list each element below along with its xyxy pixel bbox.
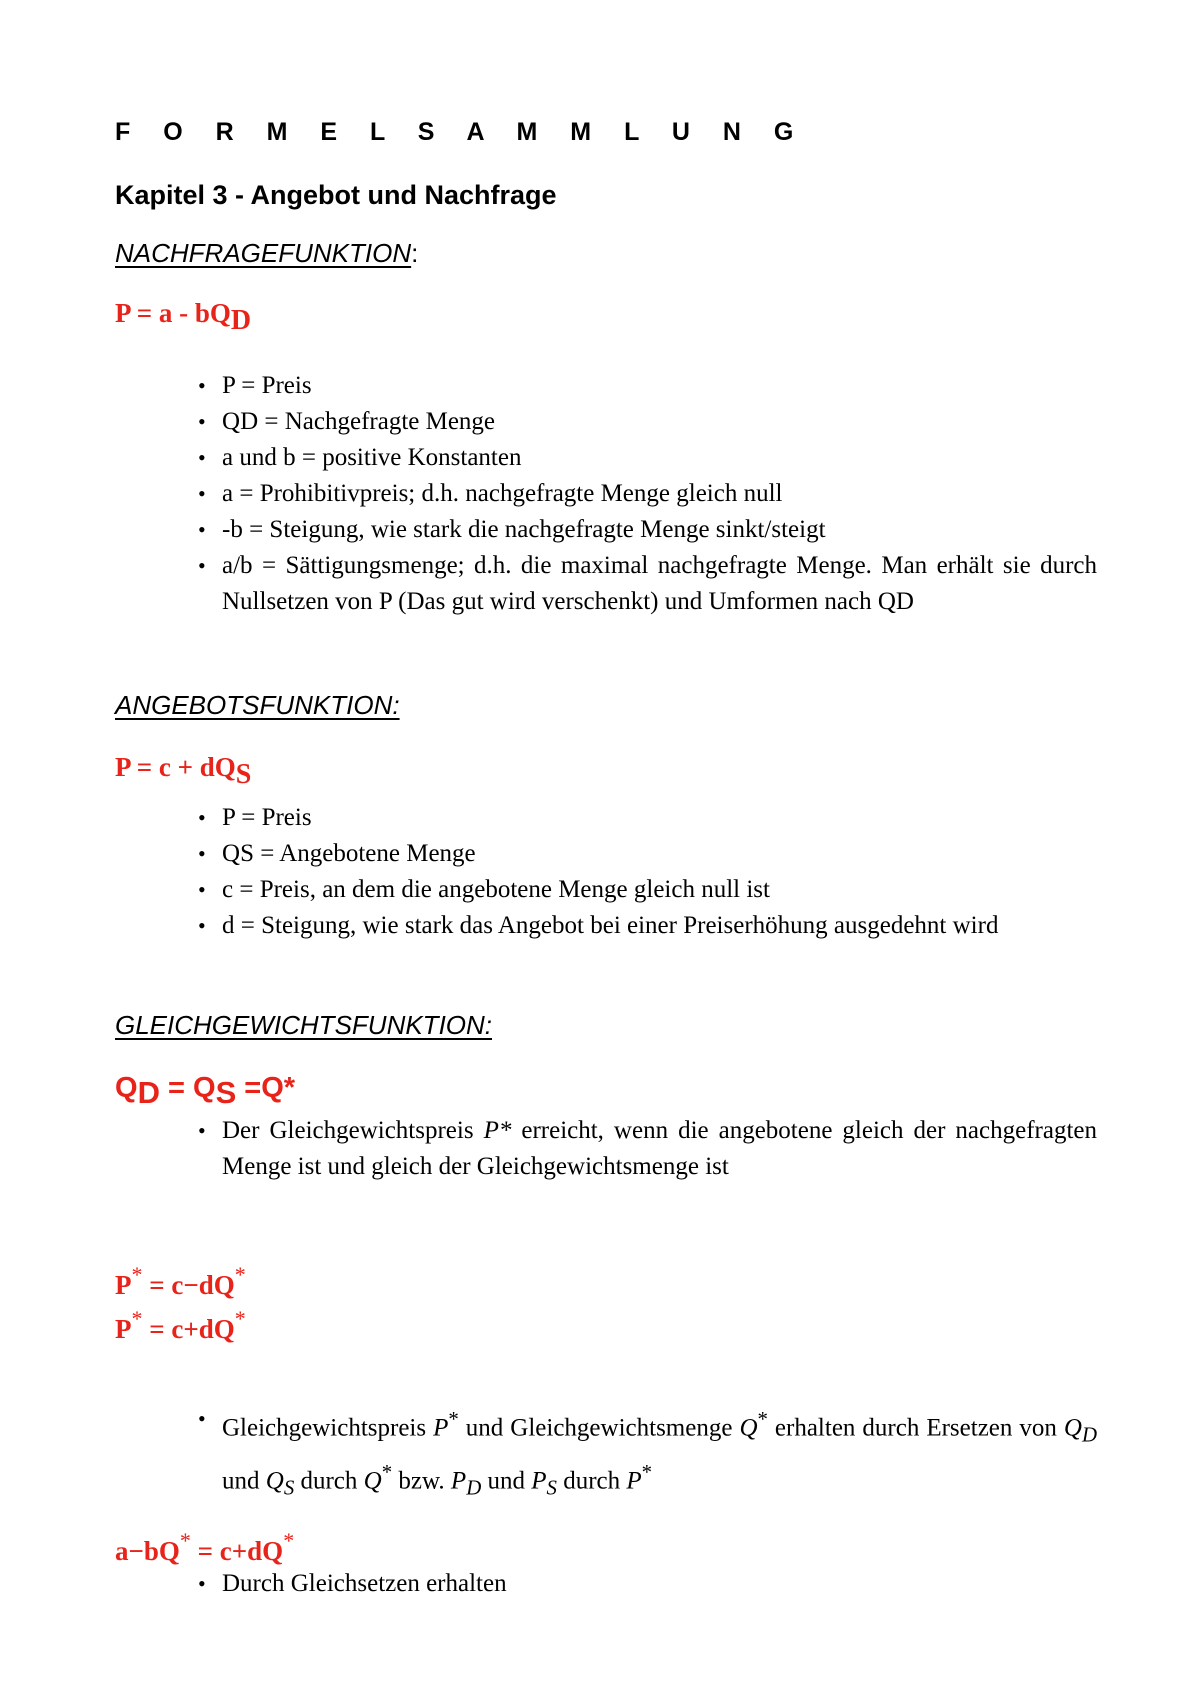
sub-c: erhalten durch Ersetzen von xyxy=(767,1414,1064,1442)
sub-star-1: * xyxy=(448,1407,459,1431)
supply-heading: ANGEBOTSFUNKTION: xyxy=(115,690,400,720)
demand-formula-main: P = a - bQ xyxy=(115,298,231,328)
sub-b: und Gleichgewichtsmenge xyxy=(458,1414,740,1442)
demand-formula xyxy=(115,298,251,337)
sub-s2: S xyxy=(546,1475,557,1500)
f3-star-2: * xyxy=(283,1528,295,1553)
list-item: • -b = Steigung, wie stark die nachgefragte Menge sinkt/steigt xyxy=(222,512,1097,548)
eq-d: D xyxy=(137,1075,160,1110)
eq-q: Q xyxy=(115,1072,138,1104)
sub-q1: Q xyxy=(739,1414,758,1442)
supply-list xyxy=(222,800,1097,944)
chapter-title: Kapitel 3 - Angebot und Nachfrage xyxy=(115,180,557,210)
sub-e: durch xyxy=(294,1467,364,1495)
f1-p: P xyxy=(115,1270,132,1300)
f1-mid: = c−dQ xyxy=(142,1270,235,1300)
qd-sub: D xyxy=(240,408,259,435)
qs-text: = Angebotene Menge xyxy=(253,840,476,867)
f3-a: a−bQ xyxy=(115,1536,180,1566)
qs-symbol: Q xyxy=(222,840,241,867)
sub-star-4: * xyxy=(641,1460,653,1485)
demand-formula-sub: D xyxy=(230,305,252,336)
qs-sub: S xyxy=(240,840,254,867)
eq-item-p: P* xyxy=(483,1117,512,1144)
equilibrium-formula-1 xyxy=(115,1262,246,1301)
saettigung-text: a/b = Sättigungsmenge; d.h. die maximal nachgefragte Menge. Man erhält sie durch Nullsetzen von P (Das gut wird verschenkt) und Umformen nach xyxy=(222,552,1097,615)
list-item: • c = Preis, an dem die angebotene Menge gleich null ist xyxy=(222,872,1097,908)
list-item: • a und b = positive Konstanten xyxy=(222,440,1097,476)
supply-formula-sub: S xyxy=(235,759,252,790)
f1-star-1: * xyxy=(131,1262,143,1287)
demand-heading: NACHFRAGEFUNKTION xyxy=(115,238,412,268)
qd-symbol: Q xyxy=(222,408,241,435)
sub-h: durch xyxy=(556,1467,627,1495)
f3-b: = c+dQ xyxy=(190,1536,284,1566)
list-item: • a = Prohibitivpreis; d.h. nachgefragte Menge gleich null xyxy=(222,476,1097,512)
saettigung-q: Q xyxy=(877,588,896,615)
sub-f: bzw. xyxy=(392,1467,451,1495)
sub-star-2: * xyxy=(757,1407,768,1431)
eq-s: S xyxy=(215,1075,237,1110)
saettigung-sub: D xyxy=(895,588,914,615)
sub-a: Gleichgewichtspreis xyxy=(222,1414,434,1442)
supply-formula xyxy=(115,752,251,791)
supply-formula-main: P = c + dQ xyxy=(115,752,236,782)
list-item: • Durch Gleichsetzen erhalten xyxy=(222,1566,1097,1602)
sub-q3: Q xyxy=(265,1467,284,1495)
list-item xyxy=(222,548,1097,620)
list-item xyxy=(222,404,1097,440)
list-item: • d = Steigung, wie stark das Angebot bei einer Preiserhöhung ausgedehnt wird xyxy=(222,908,1097,944)
sub-g: und xyxy=(481,1467,532,1495)
sub-q4: Q xyxy=(363,1467,382,1495)
f2-star-2: * xyxy=(234,1306,246,1331)
qd-text: = Nachgefragte Menge xyxy=(258,408,496,435)
eq-item-text-1: Der Gleichgewichtspreis xyxy=(222,1117,484,1144)
eq-mid: = Q xyxy=(159,1072,216,1104)
f2-star-1: * xyxy=(131,1306,143,1331)
document-title: F O R M E L S A M M L U N G xyxy=(115,118,807,146)
eq-end: =Q* xyxy=(236,1072,296,1104)
sub-star-3: * xyxy=(381,1460,393,1485)
list-item xyxy=(222,836,1097,872)
sub-q2: Q xyxy=(1063,1414,1082,1442)
f1-star-2: * xyxy=(234,1262,246,1287)
sub-d2: D xyxy=(466,1475,482,1500)
equilibrium-formula xyxy=(115,1072,295,1111)
sub-p3: P xyxy=(531,1467,547,1495)
demand-heading-colon: : xyxy=(411,238,419,268)
sub-d1: D xyxy=(1081,1422,1097,1447)
eq-item-text-2: erreicht, wenn die angebotene gleich der nachgefragten Menge ist und gleich der Gleichgewichtsmenge ist xyxy=(222,1117,1098,1180)
list-item xyxy=(222,1113,1097,1185)
f2-p: P xyxy=(115,1314,132,1344)
sub-p4: P xyxy=(626,1467,642,1495)
sub-s1: S xyxy=(283,1475,295,1500)
sub-d: und xyxy=(222,1467,266,1495)
final-list xyxy=(222,1566,1097,1602)
demand-heading-wrap xyxy=(115,238,418,269)
list-item: • P = Preis xyxy=(222,368,1097,404)
f3-star-1: * xyxy=(179,1528,191,1553)
list-item: • P = Preis xyxy=(222,800,1097,836)
equilibrium-formula-3 xyxy=(115,1528,294,1567)
equilibrium-heading: GLEICHGEWICHTSFUNKTION: xyxy=(115,1010,493,1040)
equilibrium-list xyxy=(222,1113,1097,1185)
f2-mid: = c+dQ xyxy=(142,1314,235,1344)
sub-p2: P xyxy=(450,1467,467,1495)
substitution-list xyxy=(222,1400,1097,1507)
equilibrium-formula-2 xyxy=(115,1306,246,1345)
demand-list xyxy=(222,368,1097,620)
sub-p1: P xyxy=(433,1414,449,1442)
list-item xyxy=(222,1400,1097,1507)
